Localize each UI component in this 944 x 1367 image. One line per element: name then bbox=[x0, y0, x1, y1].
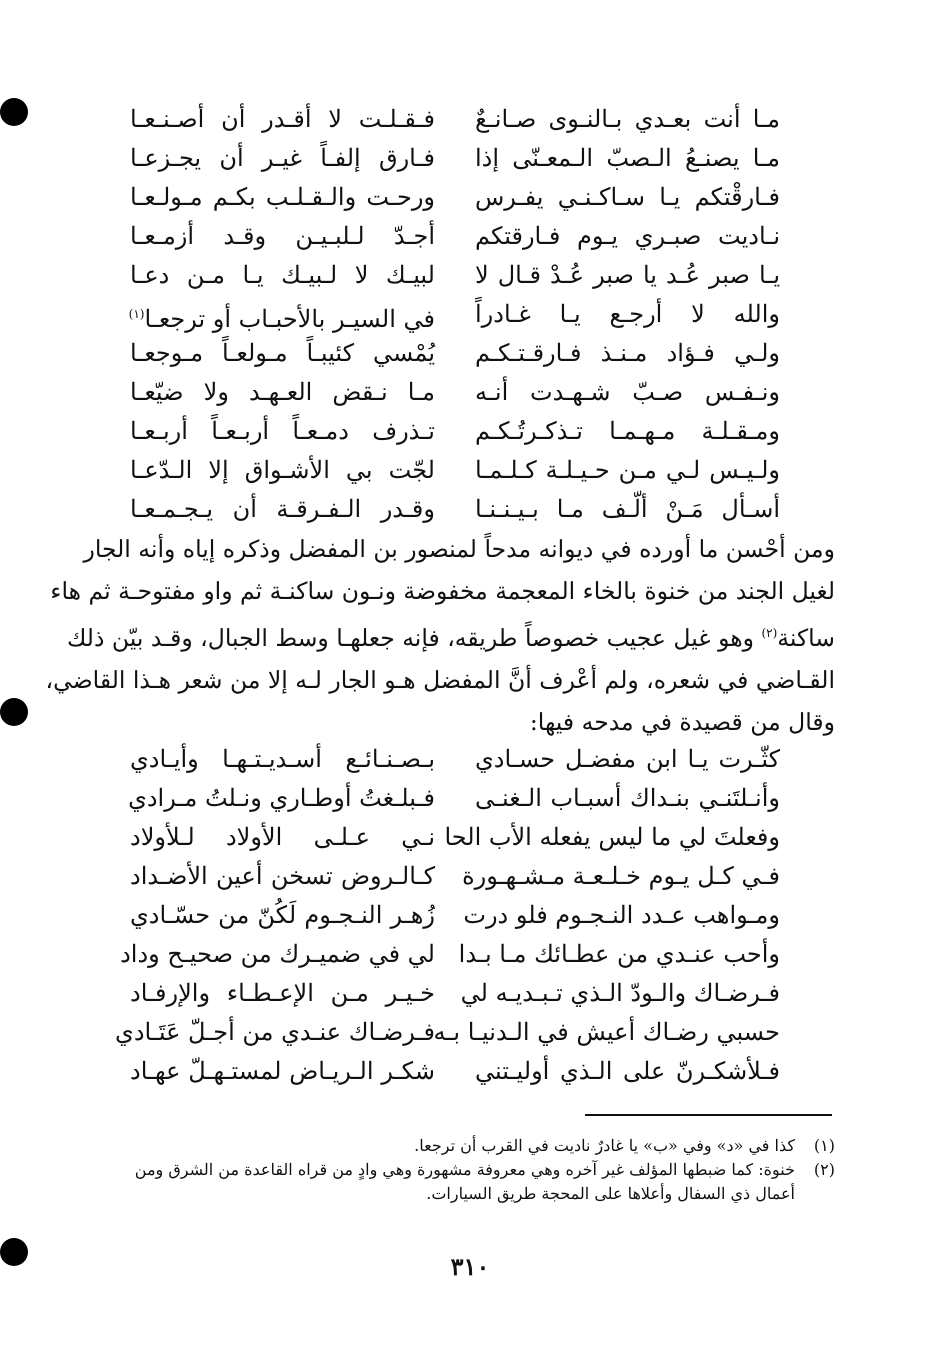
first-hemistich: فـارقْتكم يـا سـاكـنـي يفـرس bbox=[475, 183, 780, 211]
first-hemistich: وفعلتَ لي ما ليس يفعله الأب الحا bbox=[444, 823, 780, 851]
second-hemistich: نـي عـلـى الأولاد لـلأولاد bbox=[130, 823, 435, 851]
second-hemistich-with-note bbox=[130, 295, 435, 334]
poem-first bbox=[130, 100, 780, 529]
footnote bbox=[90, 1158, 835, 1206]
verse-line bbox=[115, 1013, 780, 1052]
punch-hole-icon bbox=[0, 98, 28, 126]
second-hemistich: أجـدّ لـلبـيـن وقـد أزمـعـا bbox=[130, 222, 435, 250]
first-hemistich: يـا صبر عُـد يا صبر عُـدْ قـال لا bbox=[475, 261, 780, 289]
prose-word: ساكنة bbox=[777, 623, 835, 652]
first-hemistich: فـلأشكـرنّ على الـذي أوليـتني bbox=[475, 1057, 780, 1085]
footnote bbox=[90, 1134, 835, 1158]
verse-line bbox=[130, 1052, 780, 1091]
second-hemistich: وقـدر الـفـرقـة أن يـجـمـعـا bbox=[130, 495, 435, 523]
prose-text: ومن أحْسن ما أورده في ديوانه مدحاً لمنصور بن المفضل وذكره إياه وأنه الجار bbox=[83, 535, 835, 563]
second-hemistich: لبيـك لا لـبيـك يـا مـن دعـا bbox=[130, 261, 435, 289]
prose-paragraph bbox=[45, 528, 835, 743]
prose-line bbox=[90, 701, 835, 743]
punch-hole-icon bbox=[0, 1238, 28, 1266]
second-hemistich: لجّت بي الأشـواق إلا الـدّعـا bbox=[130, 456, 435, 484]
poem-second bbox=[115, 740, 780, 1091]
first-hemistich: ومـقـلـة مـهـمـا تـذكـرتُـكـم bbox=[475, 417, 780, 445]
punch-hole-icon bbox=[0, 698, 28, 726]
first-hemistich: فـرضـاك والـودّ الـذي تـبـديـه لي bbox=[460, 979, 780, 1007]
verse-line bbox=[130, 139, 780, 178]
verse-line bbox=[130, 412, 780, 451]
second-hemistich: يُمْسي كئيبـاً مـولعـاً مـوجعـا bbox=[130, 339, 435, 367]
verse-line bbox=[130, 451, 780, 490]
verse-line bbox=[130, 217, 780, 256]
second-hemistich: خـيـر مـن الإعـطـاء والإرفـاد bbox=[130, 979, 435, 1007]
first-hemistich: مـا أنت بعـدي بـالنـوى صـانـعٌ bbox=[475, 105, 780, 133]
first-hemistich: وأنـلتَنـي بنـداك أسبـاب الـغنـى bbox=[475, 784, 780, 812]
second-hemistich: زُهـر النـجـوم لَكُنّ من حسّـادي bbox=[130, 901, 435, 929]
footnote-marker: (١) bbox=[128, 307, 145, 321]
second-hemistich: تـذرف دمـعـاً أربـعـاً أربـعـا bbox=[130, 417, 435, 445]
footnote-divider bbox=[585, 1114, 832, 1116]
verse-line bbox=[130, 373, 780, 412]
prose-text: وهو غيل عجيب خصوصاً طريقه، فإنه جعلهـا وسط الجبال، وقـد بيّن ذلك bbox=[67, 623, 754, 652]
first-hemistich: حسبي رضـاك أعيش في الـدنيـا بـه bbox=[433, 1018, 780, 1046]
footnotes bbox=[90, 1134, 835, 1206]
first-hemistich: والله لا أرجـع يـا غـادراً bbox=[475, 300, 780, 328]
first-hemistich: وأحب عنـدي من عطـائك مـا بـدا bbox=[458, 940, 780, 968]
verse-line bbox=[120, 935, 780, 974]
prose-text: القـاضي في شعره، ولم أعْرف أنَّ المفضل هـو الجار لـه إلا من شعر هـذا القاضي، bbox=[45, 665, 835, 694]
verse-line bbox=[130, 295, 780, 334]
footnote-number: (٢) bbox=[813, 1160, 835, 1179]
first-hemistich: مـا يصنـعُ الـصبّ الـمعـنّى إذا bbox=[475, 144, 780, 172]
first-hemistich: ونـفـس صـبّ شـهـدت أنـه bbox=[475, 378, 780, 406]
footnote-marker: (٢) bbox=[761, 626, 778, 640]
prose-text: لغيل الجند من خنوة بالخاء المعجمة مخفوضة ونـون ساكنـة ثم واو مفتوحـة ثم هاء bbox=[50, 577, 835, 605]
footnote-text: كذا في «د» وفي «ب» يا غادرٌ ناديت في القرب أن ترجعا. bbox=[414, 1136, 795, 1155]
verse-line bbox=[130, 974, 780, 1013]
first-hemistich: أسـأل مَـنْ ألّـف مـا بـيـنـنـا bbox=[475, 495, 780, 523]
second-hemistich: كـالـروض تسخن أعين الأضـداد bbox=[130, 862, 435, 890]
prose-line bbox=[45, 659, 835, 701]
verse-line bbox=[130, 857, 780, 896]
first-hemistich: ولـيـس لـي مـن حـيـلـة كـلـمـا bbox=[475, 456, 780, 484]
second-hemistich: في السيـر بالأحبـاب أو ترجعـا bbox=[144, 305, 435, 333]
second-hemistich: ورحـت والـقـلـب بكـم مـولـعـا bbox=[130, 183, 435, 211]
first-hemistich: فـي كـل يـوم خـلـعـة مـشـهـورة bbox=[462, 862, 780, 890]
verse-line bbox=[130, 100, 780, 139]
second-hemistich: بـصـنـائـع أسـديـتـهـا وأيـادي bbox=[130, 745, 435, 773]
prose-text: وقال من قصيدة في مدحه فيها: bbox=[529, 707, 835, 736]
second-hemistich: فـارق إلفـاً غيـر أن يجـزعـا bbox=[130, 144, 435, 172]
prose-line bbox=[83, 528, 835, 570]
first-hemistich: كثّـرت يـا ابن مفضـل حسـادي bbox=[475, 745, 780, 773]
second-hemistich: فـقـلـت لا أقـدر أن أصـنـعـا bbox=[130, 105, 435, 133]
first-hemistich: نـاديت صبـري يـوم فـارقتكم bbox=[475, 222, 780, 250]
second-hemistich: لي في ضميـرك من صحيـح وداد bbox=[120, 940, 435, 968]
verse-line bbox=[130, 818, 780, 857]
prose-line bbox=[67, 612, 835, 659]
second-hemistich: مـا نـقض العـهـد ولا ضيّعـا bbox=[130, 378, 435, 406]
second-hemistich: فـرضـاك عنـدي من أجـلّ عَتَـادي bbox=[115, 1018, 435, 1046]
verse-line bbox=[130, 256, 780, 295]
first-hemistich: ولـي فـؤاد مـنـذ فـارقـتـكـم bbox=[475, 339, 780, 367]
verse-line bbox=[130, 896, 780, 935]
verse-line bbox=[130, 178, 780, 217]
second-hemistich: شكـر الـريـاض لمستـهـلّ عهـاد bbox=[130, 1057, 435, 1085]
footnote-number: (١) bbox=[813, 1136, 835, 1155]
page-number: ٣١٠ bbox=[450, 1252, 490, 1281]
footnote-continuation: أعمال ذي السفال وأعلاها على المحجة طريق السيارات. bbox=[426, 1184, 795, 1203]
verse-line bbox=[130, 334, 780, 373]
prose-line bbox=[50, 570, 835, 612]
verse-line bbox=[130, 740, 780, 779]
first-hemistich: ومـواهب عـدد النـجـوم فلو درت bbox=[463, 901, 780, 929]
verse-line bbox=[130, 490, 780, 529]
footnote-text: خنوة: كما ضبطها المؤلف غير آخره وهي معروفة مشهورة وهي وادٍ من قراه القاعدة من الشرق ومن bbox=[134, 1160, 795, 1179]
verse-line bbox=[130, 779, 780, 818]
second-hemistich: فـبلـغتُ أوطـاري ونـلتُ مـرادي bbox=[128, 784, 435, 812]
